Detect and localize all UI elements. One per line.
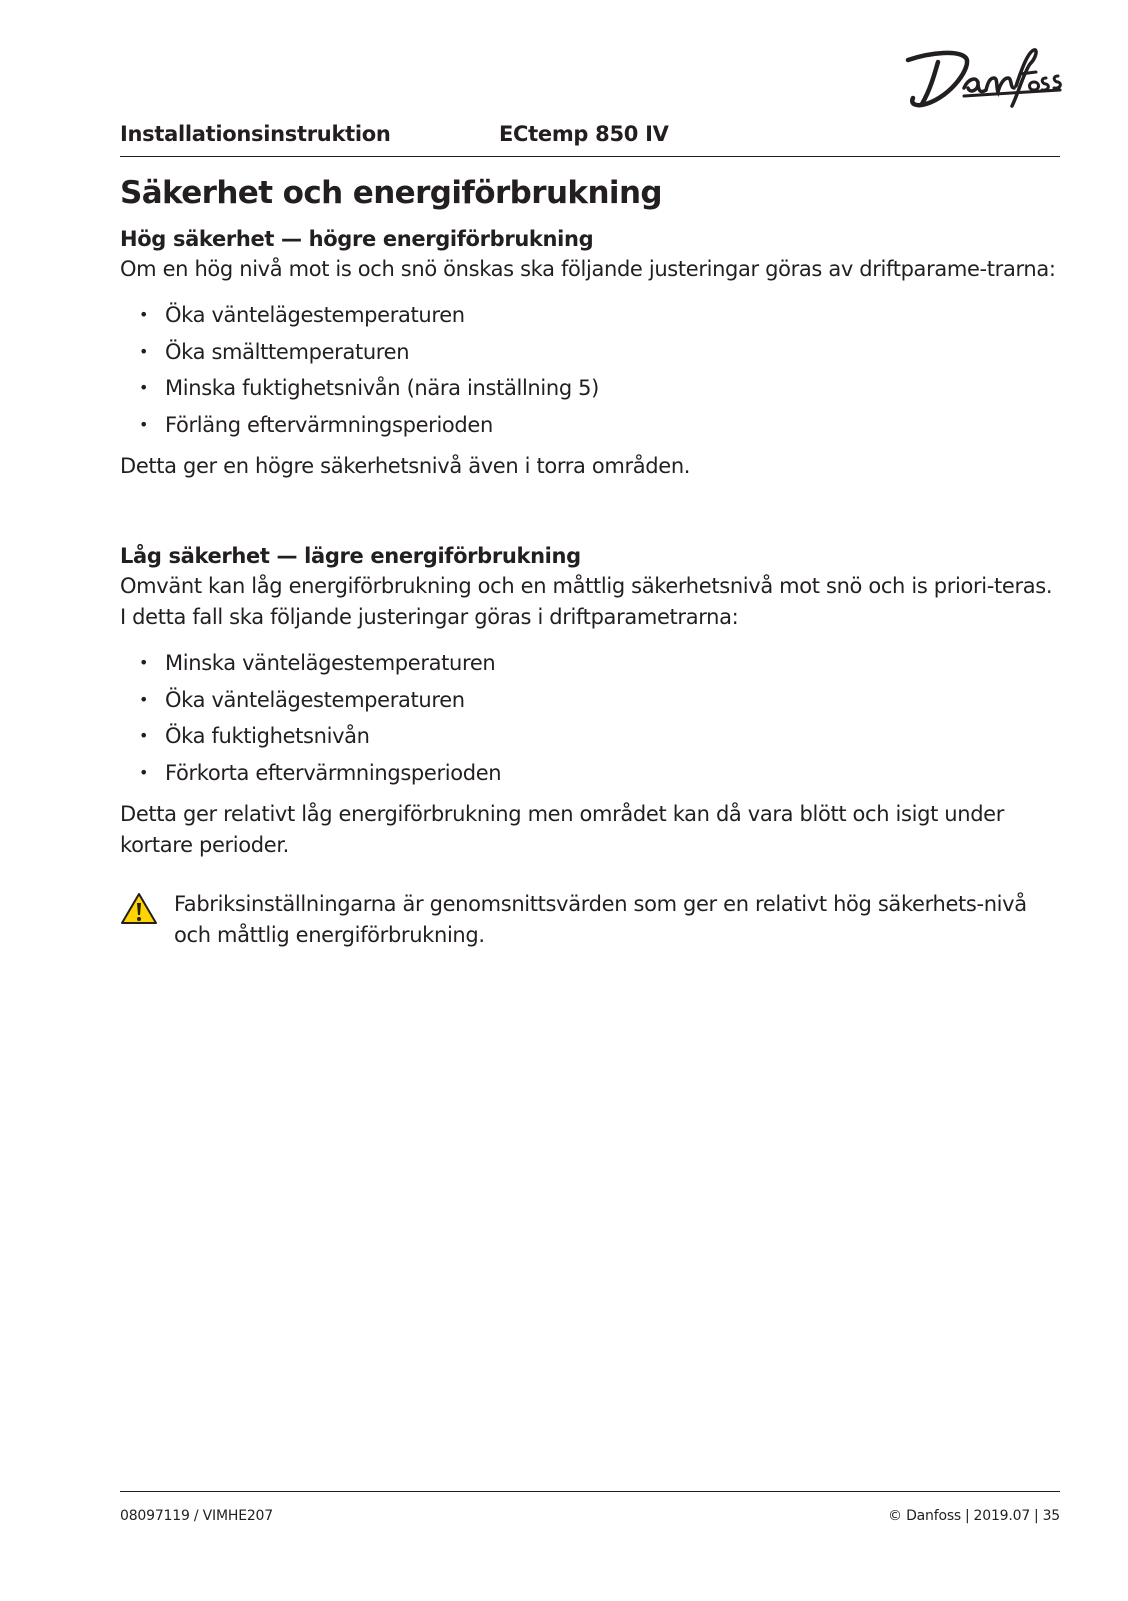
document-code: 08097119 / VIMHE207 [120,1508,273,1524]
list-item: • Öka smälttemperaturen [120,334,1060,371]
section-spacer [120,482,1060,541]
publication-date: 2019.07 [973,1508,1031,1524]
page-footer [120,1491,1060,1524]
warning-note [120,889,1060,951]
warning-icon [120,892,158,926]
section-heading: Hög säkerhet — högre energiförbrukning [120,227,594,251]
list-item: • Öka väntelägestemperaturen [120,682,1060,719]
section-heading: Låg säkerhet — lägre energiförbrukning [120,544,581,568]
page-number: 35 [1042,1508,1060,1524]
section-low-safety [120,541,1060,861]
warning-text: Fabriksinställningarna är genomsnittsvärden som ger en relativt hög säkerhets-nivå och måttlig energiförbrukning. [174,892,1027,947]
list-item: • Öka fuktighetsnivån [120,718,1060,755]
section-high-safety [120,224,1060,482]
copyright: © Danfoss [888,1508,962,1524]
list-item: • Minska fuktighetsnivån (nära inställning 5) [120,370,1060,407]
page-header [120,120,1060,157]
main-content [120,171,1060,951]
section-intro: Omvänt kan låg energiförbrukning och en måttlig säkerhetsnivå mot snö och is priori-teras. I detta fall ska följande justeringar göras i driftparametrarna: [120,574,1053,629]
product-name: ECtemp 850 IV [499,122,669,146]
list-item: • Förkorta eftervärmningsperioden [120,755,1060,792]
adjustment-list [120,297,1060,443]
document-type: Installationsinstruktion [120,122,391,146]
adjustment-list [120,645,1060,791]
list-item: • Öka väntelägestemperaturen [120,297,1060,334]
list-item: • Förläng eftervärmningsperioden [120,407,1060,444]
section-outro: Detta ger en högre säkerhetsnivå även i torra områden. [120,454,691,478]
section-outro: Detta ger relativt låg energiförbrukning men området kan då vara blött och isigt under kortare perioder. [120,802,1005,857]
danfoss-logo [904,38,1062,112]
section-intro: Om en hög nivå mot is och snö önskas ska följande justeringar göras av driftparame-trarna: [120,257,1056,281]
page-title: Säkerhet och energiförbrukning [120,175,662,211]
footer-info: © Danfoss | 2019.07 | 35 [888,1508,1060,1524]
list-item: • Minska väntelägestemperaturen [120,645,1060,682]
